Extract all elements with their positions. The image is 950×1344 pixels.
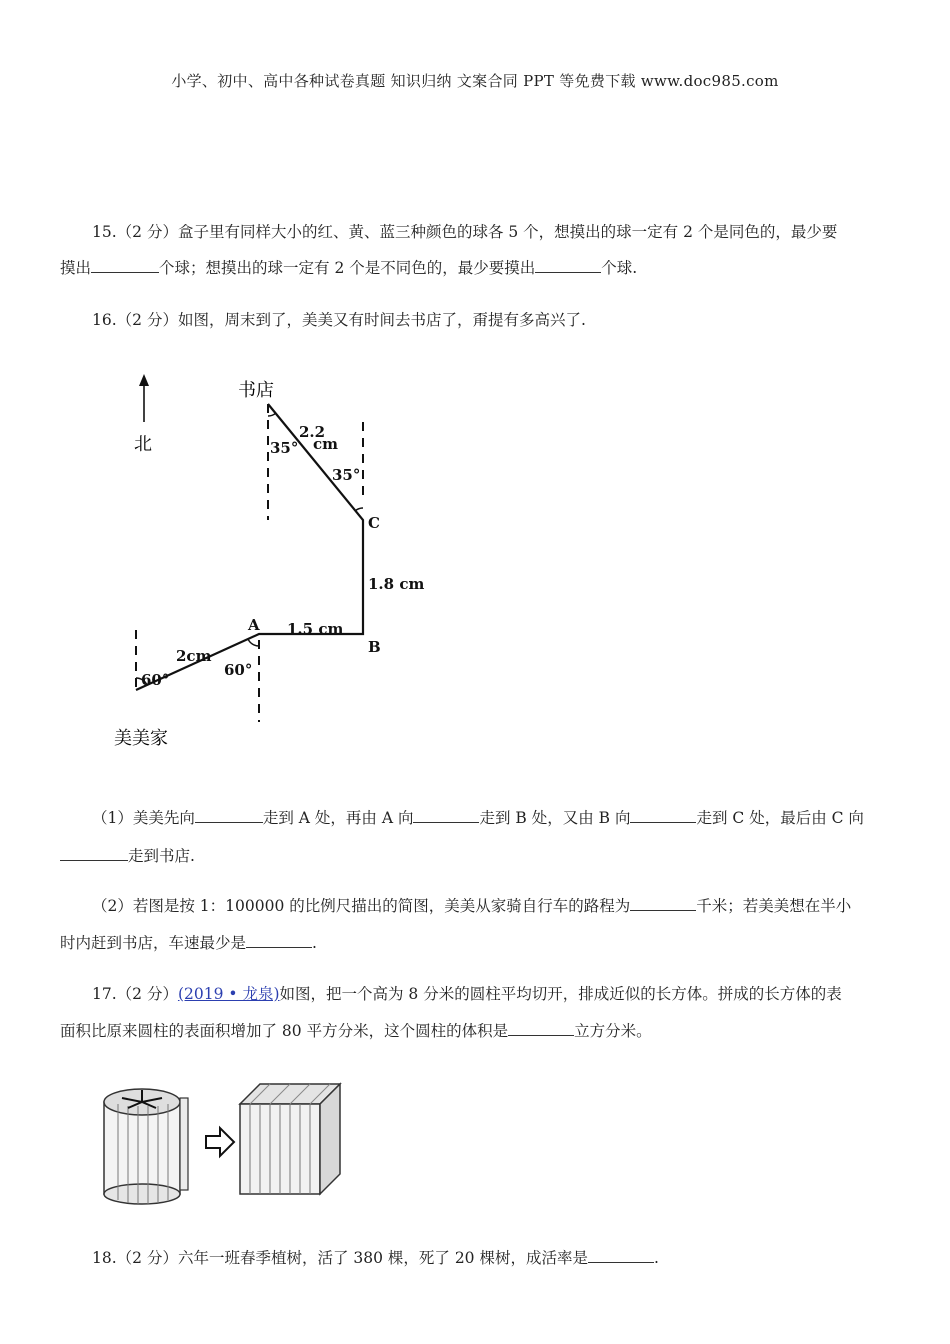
q16-text: 如图，周末到了，美美又有时间去书店了，甭提有多高兴了. xyxy=(177,311,586,329)
home-label: 美美家 xyxy=(114,728,168,749)
angle-arc-c xyxy=(355,508,363,511)
q15-text: 个球；想摸出的球一定有 2 个是不同色的，最少要摸出 xyxy=(159,259,536,277)
route-diagram xyxy=(100,360,440,760)
length-c-store-label-1: 2.2 xyxy=(299,423,326,441)
q18-score: （2 分） xyxy=(116,1249,178,1267)
q16-sub1-text: 走到 C 处，最后由 C 向 xyxy=(696,809,864,827)
q18-number: 18. xyxy=(92,1249,117,1267)
point-a-label: A xyxy=(248,616,260,634)
q17-text: 面积比原来圆柱的表面积增加了 80 平方分米，这个圆柱的体积是 xyxy=(60,1022,509,1040)
q16-sub1-text: 走到书店. xyxy=(128,847,195,865)
q17-text: 如图，把一个高为 8 分米的圆柱平均切开，排成近似的长方体。拼成的长方体的表 xyxy=(279,985,842,1003)
angle-arc-a xyxy=(248,639,259,646)
answer-blank[interactable] xyxy=(246,933,312,948)
q15-line1: 盒子里有同样大小的红、黄、蓝三种颜色的球各 5 个，想摸出的球一定有 2 个是同色的，最少要 xyxy=(177,223,838,241)
question-16-part-2 xyxy=(60,888,890,924)
answer-blank[interactable] xyxy=(91,258,159,273)
answer-blank[interactable] xyxy=(630,896,696,911)
q15-text: 个球. xyxy=(601,259,638,277)
north-label: 北 xyxy=(134,434,152,455)
question-18 xyxy=(60,1240,890,1276)
length-b-c-label: 1.8 cm xyxy=(368,575,425,593)
point-c-label: C xyxy=(368,514,380,532)
north-arrow-icon xyxy=(139,374,149,386)
q16-number: 16. xyxy=(92,311,117,329)
angle-a-label: 60° xyxy=(224,661,253,679)
point-b-label: B xyxy=(368,638,381,656)
q17-score: （2 分） xyxy=(116,985,178,1003)
angle-home-label: 60° xyxy=(141,671,170,689)
answer-blank[interactable] xyxy=(630,808,696,823)
question-16-part-2-cont xyxy=(60,925,890,961)
page-header: 小学、初中、高中各种试卷真题 知识归纳 文案合同 PPT 等免费下载 www.doc985.com xyxy=(171,72,779,90)
q16-sub2-text: 千米；若美美想在半小 xyxy=(696,897,852,915)
angle-c-label: 35° xyxy=(332,466,361,484)
answer-blank[interactable] xyxy=(413,808,479,823)
angle-arc-store xyxy=(268,413,276,416)
cylinder-figure xyxy=(98,1070,358,1210)
answer-blank[interactable] xyxy=(195,808,263,823)
question-15 xyxy=(60,214,890,250)
q17-text: 立方分米。 xyxy=(574,1022,652,1040)
answer-blank[interactable] xyxy=(535,258,601,273)
q16-score: （2 分） xyxy=(116,311,178,329)
q18-text: 六年一班春季植树，活了 380 棵，死了 20 棵树，成活率是 xyxy=(177,1249,588,1267)
question-17-cont xyxy=(60,1013,890,1049)
transform-arrow-icon xyxy=(206,1128,234,1156)
bookstore-label: 书店 xyxy=(238,380,274,401)
q15-text: 摸出 xyxy=(60,259,92,277)
q18-text: . xyxy=(653,1249,659,1267)
q17-number: 17. xyxy=(92,985,117,1003)
question-16-part-1-cont xyxy=(60,838,890,874)
length-home-a-label: 2cm xyxy=(176,647,212,665)
question-17 xyxy=(60,976,890,1012)
question-16-part-1 xyxy=(60,800,890,836)
q16-sub1-text: 走到 B 处，又由 B 向 xyxy=(479,809,631,827)
q16-sub1-text: （1）美美先向 xyxy=(92,809,195,827)
q15-number: 15. xyxy=(92,223,117,241)
q16-sub2-text: （2）若图是按 1：100000 的比例尺描出的简图，美美从家骑自行车的路程为 xyxy=(92,897,631,915)
q16-sub2-text: 时内赶到书店，车速最少是 xyxy=(60,934,247,952)
q16-sub2-text: . xyxy=(312,934,317,952)
length-a-b-label: 1.5 cm xyxy=(287,620,344,638)
q16-sub1-text: 走到 A 处，再由 A 向 xyxy=(262,809,414,827)
cuboid-icon xyxy=(240,1084,340,1194)
answer-blank[interactable] xyxy=(60,846,128,861)
question-15-cont xyxy=(60,250,890,286)
answer-blank[interactable] xyxy=(508,1021,574,1036)
length-c-store-label-2: cm xyxy=(313,435,339,453)
answer-blank[interactable] xyxy=(588,1248,654,1263)
q17-source-link[interactable]: (2019 • 龙泉) xyxy=(177,985,280,1003)
cylinder-icon xyxy=(104,1089,188,1204)
angle-store-label: 35° xyxy=(270,439,299,457)
q15-score: （2 分） xyxy=(116,223,178,241)
question-16 xyxy=(60,302,890,338)
